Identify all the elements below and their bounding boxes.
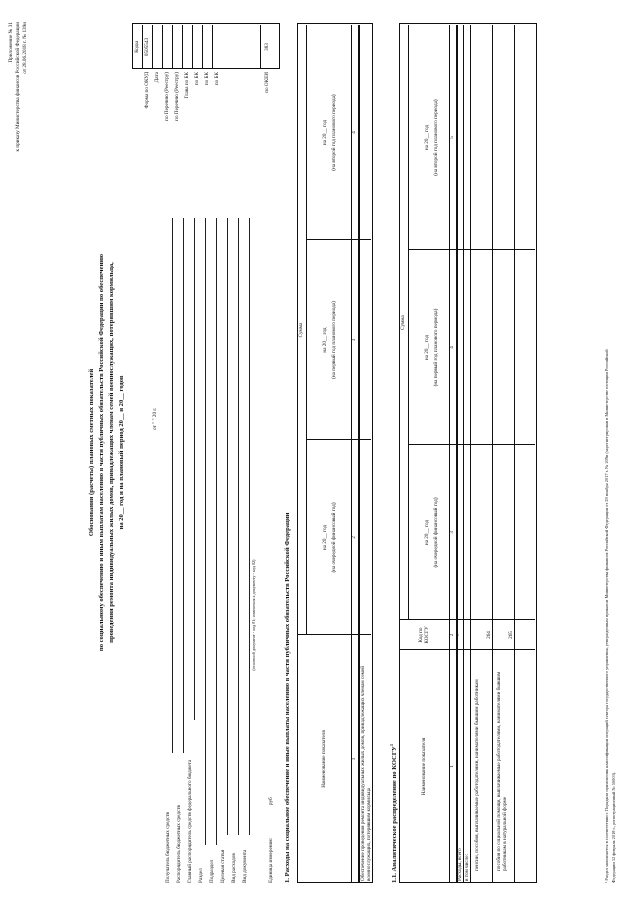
code-label-date: Дата [154, 72, 160, 83]
s11-row-total-code: - [456, 634, 463, 636]
field-expense-type: Вид расходов [231, 853, 237, 883]
doc-kind-hint: (основной документ - код 01; изменения к документу - код 02) [251, 559, 256, 671]
s11-col-code: Код по КОСГУ [417, 626, 430, 644]
s1-col2: на 20__ год [322, 524, 328, 551]
s1-num-4: 4 [351, 131, 358, 134]
section11-title: 1.1. Аналитическое распределение по КОСГУ$^1$ [389, 743, 399, 883]
codes-header: Коды [134, 41, 140, 53]
s11-col4-sub: (на первый год планового периода) [433, 308, 439, 387]
section1-title: 1. Расходы на социальное обеспечение и иные выплаты населению в части публичных обязательств Российской Федерации [284, 512, 291, 883]
codes-table [132, 23, 280, 69]
field-recipient: Получатель бюджетных средств [165, 812, 171, 883]
code-label-okud: Форма по ОКУД [144, 72, 150, 109]
s11-row-265-name: пособия по социальной помощи, выплачиваемые работодателями, нанимателями бывшим работникам в натуральной форме [496, 671, 509, 871]
code-label-bk-1: по БК [194, 72, 200, 86]
appendix-line-3: от 28.06.2018 г. № 139н [22, 22, 28, 74]
title-line-4: на 20__ год и на плановый период 20__ и 20__ годов [118, 375, 125, 530]
appendix-line-1: Приложение № 31 [8, 22, 14, 63]
s11-row-including: в том числе: [464, 853, 470, 881]
s1-num-2: 2 [351, 536, 358, 539]
s11-num-1: 1 [449, 765, 456, 768]
s1-col3: на 20__ год [322, 327, 328, 353]
s11-row-264-name: пенсии, пособия, выплачиваемые работодателями, нанимателями бывшим работникам [474, 679, 480, 871]
s1-col2-sub: (на очередной финансовый год) [331, 502, 337, 573]
footnote-line-1: ¹ Раздел заполняется в соответствии с Порядком применения классификации операций сектора государственного управления, утвержденным приказом Министерства финансов Российской Федерации от 29 ноября 2017 г. № 209н (зарегистрирован в Министерстве юстиции Российской [604, 349, 609, 883]
unit-label: Единица измерения: [268, 837, 274, 883]
s1-col4: на 20__ год [322, 119, 328, 146]
s11-col3: на 20__ год [424, 519, 430, 546]
unit-value: руб [268, 797, 274, 805]
s11-num-3: 3 [449, 531, 456, 534]
s11-col5: на 20__ год [424, 124, 430, 151]
s1-col-sum: Сумма [298, 322, 305, 338]
title-line-2: по социальному обеспечению и иным выплатам населению в части публичных обязательств Российской Федерации по обеспечению [98, 253, 105, 652]
code-label-chapter: Глава по БК [184, 72, 190, 99]
s11-num-2: 2 [449, 633, 456, 637]
s1-row1-name: Обеспечение проведения ремонта индивидуальных жилых домов, принадлежащих членам семей военнослужащих, потерявшим кормильца [360, 665, 373, 881]
code-label-okei: по ОКЕИ [264, 72, 270, 93]
code-value-okud: 0505543 [144, 37, 150, 57]
s1-num-3: 3 [351, 338, 358, 342]
s11-col5-sub: (на второй год планового периода) [433, 99, 439, 176]
code-value-okei: 383 [264, 43, 270, 51]
date-line: от " " 20 г. [152, 407, 158, 430]
s11-col3-sub: (на очередной финансовый год) [433, 497, 439, 568]
s11-col-name: Наименование показателя [420, 737, 427, 796]
field-doc-type: Вид документа [242, 849, 248, 883]
footnote-line-2: Федерации 12 февраля 2018 г., регистрационный № 50003). [611, 771, 616, 883]
title-line-3: проведения ремонта индивидуальных жилых домов, принадлежащих членам семей военнослужащих, потерявшим кормильца, [108, 262, 115, 643]
s11-num-4: 4 [449, 346, 456, 349]
code-label-registry-2: по Перечню (Реестру) [174, 72, 180, 121]
field-section: Раздел [198, 868, 204, 883]
s1-col4-sub: (на второй год планового периода) [331, 94, 337, 171]
s11-row-265-code: 265 [507, 631, 514, 639]
s1-col3-sub: (на первый год планового периода) [331, 301, 337, 379]
s11-row-264-code: 264 [485, 631, 492, 639]
s11-col4: на 20__ год [424, 334, 430, 361]
code-label-bk-2: по БК [204, 72, 210, 86]
field-main-distributor: Главный распорядитель средств федерального бюджета [187, 759, 193, 883]
s11-num-5: 5 [449, 136, 456, 139]
s11-row-total-name: Расходы, всего [457, 848, 463, 881]
field-target-article: Целевая статья [220, 849, 226, 883]
s11-col-sum: Сумма [400, 315, 407, 330]
title-line-1: Обоснования (расчеты) плановых сметных показателей [88, 368, 95, 537]
s1-col-name: Наименование показателя [320, 730, 327, 788]
code-label-registry-1: по Перечню (Реестру) [164, 72, 170, 121]
field-subsection: Подраздел [209, 859, 215, 883]
field-distributor: Распорядитель бюджетных средств [176, 805, 182, 883]
code-label-bk-3: по БК [214, 72, 220, 86]
appendix-line-2: к приказу Министерства финансов Российской Федерации [15, 22, 21, 152]
s1-num-1: 1 [351, 757, 358, 761]
